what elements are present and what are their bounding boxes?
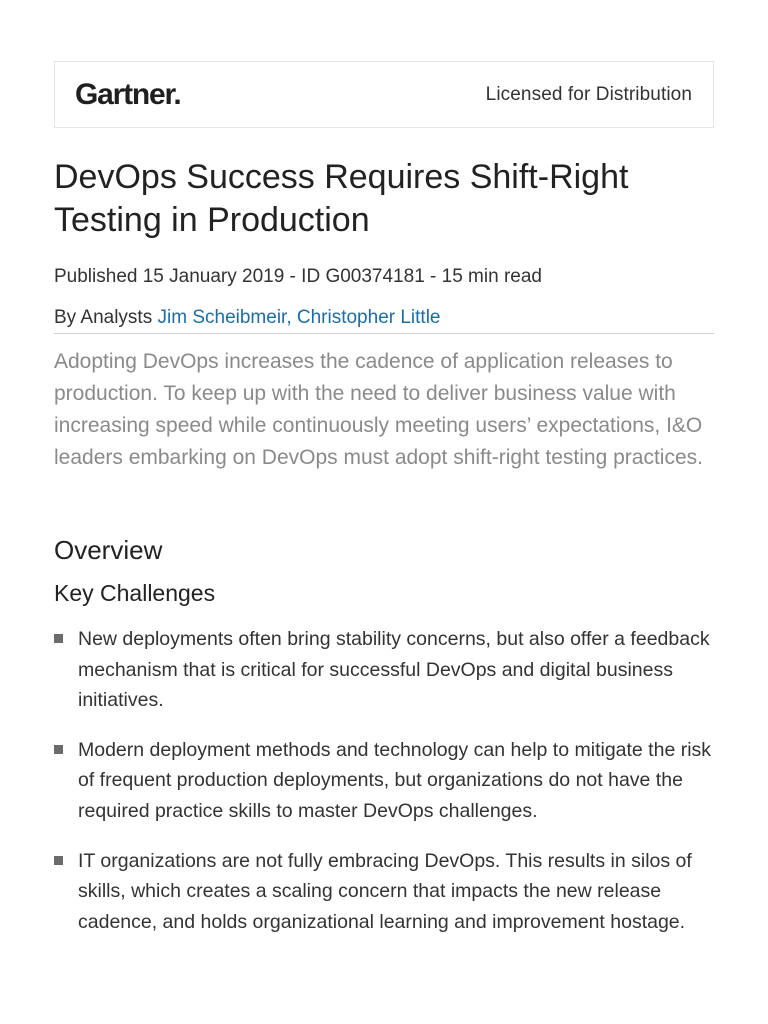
publication-meta: Published 15 January 2019 - ID G00374181 - 15 min read — [54, 266, 542, 287]
article-summary: Adopting DevOps increases the cadence of application releases to production. To keep up with the need to deliver business value with increasing speed while continuously meeting users’ expectations, I&O leaders embarking on DevOps must adopt shift-right testing practices. — [54, 350, 703, 469]
list-item — [54, 846, 718, 938]
square-bullet-icon — [54, 856, 63, 865]
key-challenges-heading: Key Challenges — [54, 580, 216, 606]
list-item — [54, 735, 718, 827]
gartner-logo — [75, 77, 181, 111]
list-item-text: New deployments often bring stability concerns, but also offer a feedback mechanism that is critical for successful DevOps and digital business initiatives. — [78, 628, 710, 712]
logo-text: Gartner — [75, 77, 174, 111]
list-item-text: Modern deployment methods and technology can help to mitigate the risk of frequent production deployments, but organizations do not have the required practice skills to master DevOps challenges. — [78, 738, 712, 822]
byline-prefix: By Analysts — [54, 307, 158, 328]
square-bullet-icon — [54, 745, 63, 754]
byline — [54, 306, 714, 334]
authors-link[interactable]: Jim Scheibmeir, Christopher Little — [157, 307, 441, 328]
license-label: Licensed for Distribution — [485, 83, 692, 105]
list-item-text: IT organizations are not fully embracing DevOps. This results in silos of skills, which creates a scaling concern that impacts the new release cadence, and holds organizational learning and improvement hostage. — [78, 849, 692, 933]
overview-heading: Overview — [54, 535, 163, 565]
key-challenges-list — [54, 624, 718, 956]
square-bullet-icon — [54, 634, 63, 643]
logo-dot: . — [173, 77, 181, 111]
masthead — [54, 61, 714, 128]
list-item — [54, 624, 718, 716]
article-title: DevOps Success Requires Shift-Right Testing in Production — [54, 158, 629, 239]
